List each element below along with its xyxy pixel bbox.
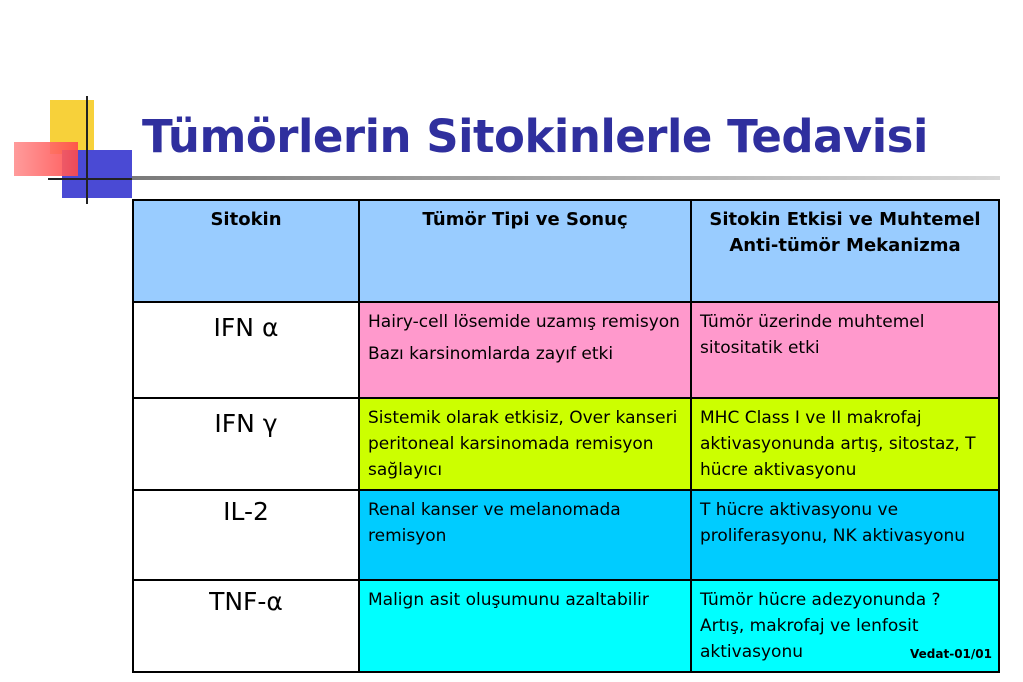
cytokine-name: IFN α bbox=[213, 313, 279, 342]
result-text: Sistemik olarak etkisiz, Over kanseri peritoneal karsinomada remisyon sağlayıcı bbox=[368, 408, 678, 480]
result-cell bbox=[359, 302, 691, 398]
logo-red-square bbox=[14, 142, 78, 176]
cytokine-name: TNF-α bbox=[209, 587, 283, 616]
result-text: Malign asit oluşumunu azaltabilir bbox=[368, 590, 649, 610]
result-text: Renal kanser ve melanomada remisyon bbox=[368, 500, 621, 546]
cytokine-cell bbox=[133, 302, 359, 398]
cytokine-name: IFN γ bbox=[214, 409, 278, 438]
table-row bbox=[133, 302, 999, 398]
table-header-row bbox=[133, 200, 999, 302]
effect-cell: MHC Class I ve II makrofaj aktivasyonunda artış, sitostaz, T hücre aktivasyonu bbox=[691, 398, 999, 490]
cytokine-cell bbox=[133, 580, 359, 672]
cytokine-table bbox=[132, 199, 1000, 673]
logo-vertical-line bbox=[86, 96, 88, 204]
effect-cell bbox=[691, 580, 999, 672]
title-underline bbox=[132, 176, 1000, 180]
header-effect: Sitokin Etkisi ve Muhtemel Anti-tümör Mekanizma bbox=[691, 200, 999, 302]
table-row bbox=[133, 580, 999, 672]
cytokine-cell bbox=[133, 490, 359, 580]
result-text: Hairy-cell lösemide uzamış remisyon bbox=[368, 312, 680, 332]
effect-cell: T hücre aktivasyonu ve proliferasyonu, NK aktivasyonu bbox=[691, 490, 999, 580]
author-signature: Vedat-01/01 bbox=[910, 647, 992, 661]
logo-horizontal-line bbox=[48, 178, 138, 180]
header-cytokine: Sitokin bbox=[133, 200, 359, 302]
slide-title: Tümörlerin Sitokinlerle Tedavisi bbox=[142, 110, 928, 163]
result-cell bbox=[359, 398, 691, 490]
cytokine-name: IL-2 bbox=[223, 497, 269, 526]
result-text: Bazı karsinomlarda zayıf etki bbox=[368, 344, 614, 364]
result-cell bbox=[359, 490, 691, 580]
effect-cell: Tümör üzerinde muhtemel sitositatik etki bbox=[691, 302, 999, 398]
header-tumor-type: Tümör Tipi ve Sonuç bbox=[359, 200, 691, 302]
table-row bbox=[133, 490, 999, 580]
cytokine-cell bbox=[133, 398, 359, 490]
result-cell bbox=[359, 580, 691, 672]
table-row bbox=[133, 398, 999, 490]
effect-text: Tümör hücre adezyonunda ? Artış, makrofaj ve lenfosit aktivasyonu bbox=[700, 590, 941, 662]
